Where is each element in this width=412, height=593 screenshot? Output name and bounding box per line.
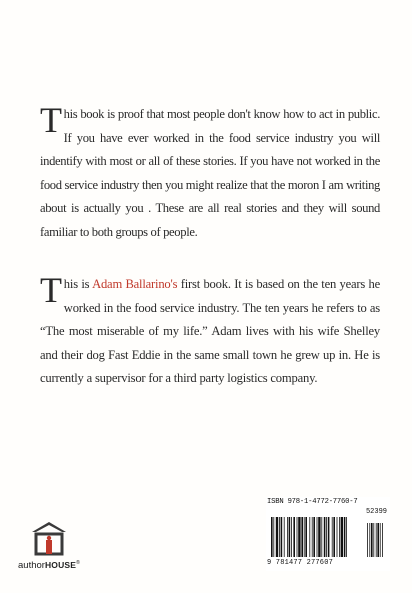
barcode-bar: [332, 517, 333, 557]
barcode-bar: [279, 517, 280, 557]
price-addon-digits: 52399: [365, 508, 387, 516]
barcode-bar: [317, 517, 318, 557]
addon-bar: [371, 523, 373, 557]
barcode-bar: [318, 517, 320, 557]
barcode-bar: [313, 517, 315, 557]
barcode-bar: [273, 517, 274, 557]
barcode-bar: [281, 517, 283, 557]
barcode-bar: [284, 517, 285, 557]
registered-mark: ®: [76, 560, 80, 566]
barcode-bar: [333, 517, 335, 557]
barcode-bar: [301, 517, 303, 557]
barcode-bar: [293, 517, 295, 557]
barcode-bar: [304, 517, 305, 557]
addon-bar: [380, 523, 381, 557]
addon-bar: [367, 523, 368, 557]
barcode-bar: [326, 517, 327, 557]
addon-bar: [369, 523, 370, 557]
barcode-bar: [271, 517, 273, 557]
isbn-barcode: [266, 497, 390, 571]
barcode-bar: [337, 517, 338, 557]
addon-bar: [382, 523, 383, 557]
publisher-name-author: author: [18, 560, 45, 572]
barcode-bar: [287, 517, 288, 557]
book-description-paragraph: [40, 100, 380, 244]
barcode-bar: [324, 517, 326, 557]
publisher-logo-text: [18, 560, 80, 571]
barcode-bar: [297, 517, 298, 557]
barcode-bar: [309, 517, 310, 557]
dropcap-letter: T: [40, 270, 62, 310]
barcode-bar: [312, 517, 313, 557]
barcode-bar: [339, 517, 340, 557]
barcode-bar: [341, 517, 343, 557]
publisher-name-house: HOUSE: [44, 560, 77, 571]
barcode-bar: [346, 517, 347, 557]
barcode-bar: [289, 517, 291, 557]
barcode-bar: [291, 517, 292, 557]
ean-digits: 9 781477 277607: [267, 559, 334, 567]
barcode-bar: [276, 517, 278, 557]
description-text: his book is proof that most people don't know how to act in public. If you have ever worked in the food service industry you will indentify with most or all of these stories. If you have not worked in the food service industry then you might realize that the moron I am writing about is actually you . These are all real stories and they will sound familiar to both groups of people.: [40, 107, 380, 239]
bio-lead-text: his is: [63, 277, 93, 291]
barcode-bar: [298, 517, 300, 557]
barcode-bar: [305, 517, 307, 557]
author-bio-paragraph: [40, 270, 380, 391]
addon-bar: [373, 523, 374, 557]
addon-bar: [377, 523, 379, 557]
barcode-bar: [344, 517, 346, 557]
barcode-bar: [328, 517, 330, 557]
barcode-bar: [321, 517, 322, 557]
barcode-bars: [267, 517, 389, 559]
bio-text: first book. It is based on the ten years he worked in the food service industry. The ten years he refers to as “The most miserable of my life.” Adam lives with his wife Shelley and their dog Fast Eddie in the same small town he grew up in. He is currently a supervisor for a third party logistics company.: [40, 277, 380, 385]
dropcap-letter: T: [40, 100, 62, 140]
isbn-number: ISBN 978-1-4772-7760-7: [267, 498, 358, 506]
author-name: Adam Ballarino's: [92, 277, 178, 291]
addon-bar: [376, 523, 377, 557]
